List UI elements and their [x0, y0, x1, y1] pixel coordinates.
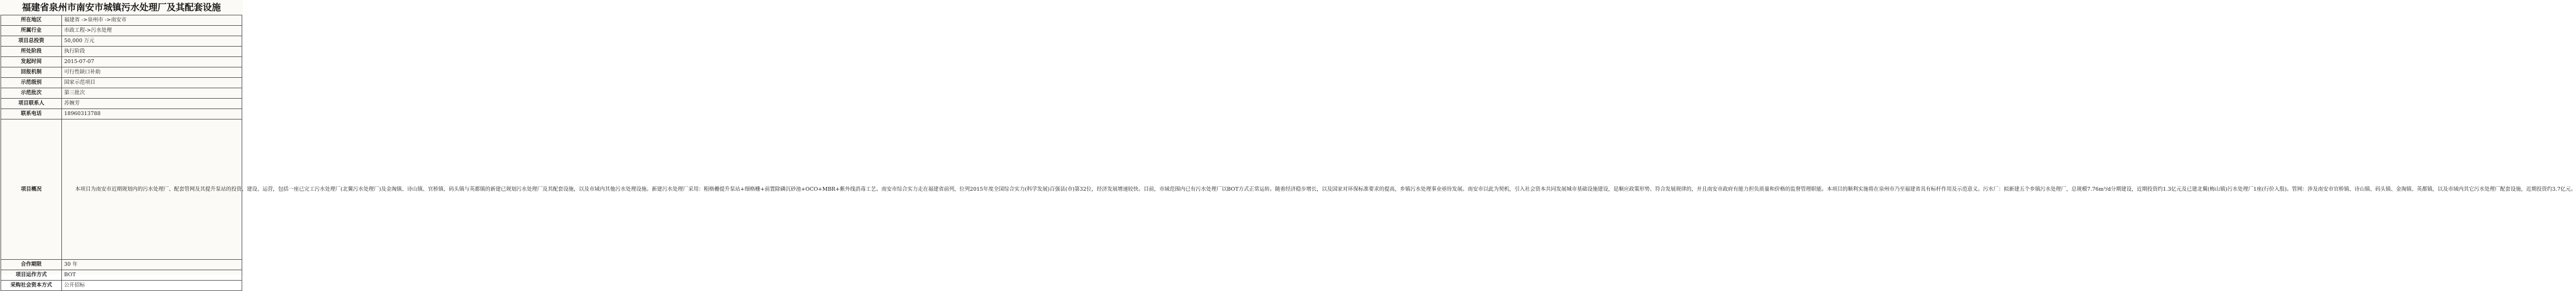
document-title: 福建省泉州市南安市城镇污水处理厂及其配套设施 [22, 2, 221, 13]
table-row [1, 109, 242, 119]
row-label: 合作期限 [1, 260, 62, 270]
row-label: 所属行业 [1, 26, 62, 36]
row-value: 市政工程->污水处理 [62, 26, 242, 36]
overview-label: 项目概况 [1, 119, 62, 260]
row-value: 第三批次 [62, 88, 242, 99]
table-row [1, 270, 242, 281]
row-label: 发起时间 [1, 57, 62, 67]
table-row [1, 67, 242, 78]
table-row [1, 281, 242, 291]
row-label: 示范批次 [1, 88, 62, 99]
overview-text-cell [62, 119, 2576, 260]
table-row [1, 57, 242, 67]
row-label: 回报机制 [1, 67, 62, 78]
row-label: 项目运作方式 [1, 270, 62, 281]
table-row [1, 26, 242, 36]
row-value: BOT [62, 270, 242, 281]
table-row-overview [1, 119, 242, 260]
table-row [1, 99, 242, 109]
row-value: 公开招标 [62, 281, 242, 291]
row-value: 18960313788 [62, 109, 242, 119]
row-value: 2015-07-07 [62, 57, 242, 67]
table-row [1, 36, 242, 47]
row-value: 可行性缺口补助 [62, 67, 242, 78]
table-row [1, 260, 242, 270]
row-value: 苏婉芳 [62, 99, 242, 109]
row-value: 福建省 ->泉州市 ->南安市 [62, 15, 242, 26]
table-row [1, 47, 242, 57]
project-info-table [1, 15, 2576, 291]
row-label: 项目联系人 [1, 99, 62, 109]
row-value: 50,000 万元 [62, 36, 242, 47]
row-value: 执行阶段 [62, 47, 242, 57]
row-label: 所在地区 [1, 15, 62, 26]
table-row [1, 15, 242, 26]
row-value: 国家示范项目 [62, 78, 242, 88]
table-row [1, 88, 242, 99]
row-label: 采购社会资本方式 [1, 281, 62, 291]
row-label: 项目总投资 [1, 36, 62, 47]
row-label: 示范级别 [1, 78, 62, 88]
row-value: 30 年 [62, 260, 242, 270]
row-label: 联系电话 [1, 109, 62, 119]
row-label: 所处阶段 [1, 47, 62, 57]
table-row [1, 78, 242, 88]
overview-text: 本项目为南安市近期规划内的污水处理厂、配套管网及其提升泵站的投资、建设、运营，包括一座已完工污水处理厂(北翼污水处理厂)及金淘镇、诗山镇、官桥镇、码头镇与英都镇的新建已规划污水处理厂及其配套设施，以及市域内其他污水处理设施。新建污水处理厂采用：粗格栅提升泵站+细格栅+前置除磷沉砂池+OCO+MBR+紫外线消毒工艺。南安市综合实力走在福建省前列，位列2015年度全国综合实力(科学发展)百强县(市)第32位，经济发展增速较快。目前，市域范围内已有污水处理厂以BOT方式正常运转。随着经济稳步增长，以及国家对环保标准要求的提高，乡镇污水处理事业亟待发展。南安市以此为契机，引入社会资本共同发展城市基础设施建设，是顺应政策形势、符合发展规律的，并且南安市政府有能力担负质量和价格的监督管理职能。本项目的顺利实施将在泉州市乃至福建省具有标杆作用及示范意义。污水厂：拟新建五个乡镇污水处理厂，总规模7.76m³/d分期建设，近期投资约1.3亿元及已建北翼(梅山镇)污水处理厂1座(行价入股)。管网：涉及南安市官桥镇、诗山镇、码头镇、金淘镇、英都镇，以及市域内其它污水处理厂配套设施，近期投资约3.7亿元。 [75, 186, 2576, 192]
